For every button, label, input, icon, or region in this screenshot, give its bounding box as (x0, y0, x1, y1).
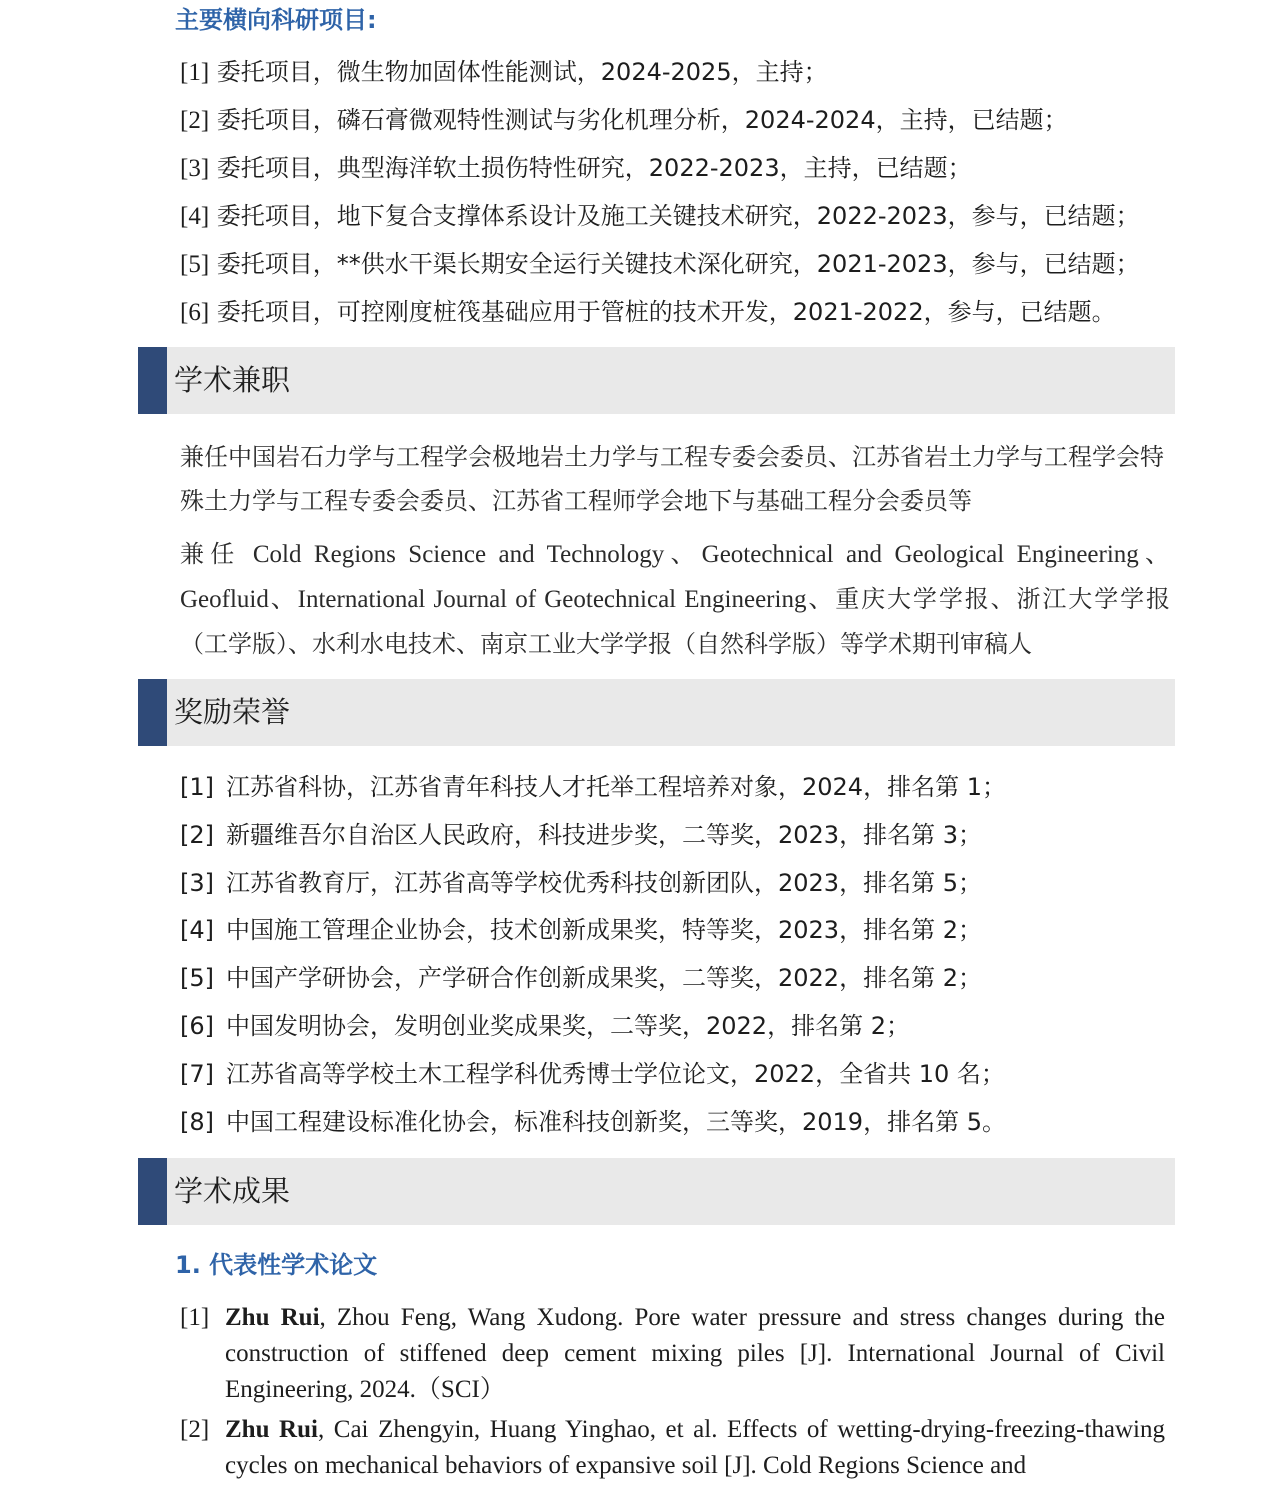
list-item (180, 1412, 1165, 1484)
citation-text: , Zhou Feng, Wang Xudong. Pore water pressure and stress changes during the construction of stiffened deep cement mixing piles [J]. International Journal of Civil Engineering, 2024.（SCI） (225, 1304, 1165, 1403)
item-number: [7] (180, 1059, 214, 1088)
section-title: 学术兼职 (174, 363, 291, 397)
item-text: 委托项目，**供水干渠长期安全运行关键技术深化研究，2021-2023，参与，已结题； (209, 250, 1140, 278)
section-accent-bar (138, 1158, 167, 1225)
list-item (180, 909, 1006, 957)
item-text: 委托项目，地下复合支撑体系设计及施工关键技术研究，2022-2023，参与，已结题； (209, 202, 1140, 230)
section-header-achievements (138, 1158, 1175, 1225)
item-number: [1] (180, 773, 214, 801)
list-item (180, 198, 1140, 246)
item-text: 委托项目，磷石膏微观特性测试与劣化机理分析，2024-2024，主持，已结题； (209, 106, 1068, 134)
item-number: [3] (180, 868, 214, 897)
item-text: 委托项目，可控刚度桩筏基础应用于管桩的技术开发，2021-2022，参与，已结题。 (209, 298, 1116, 326)
section-header-awards (138, 679, 1175, 746)
item-number: [4] (180, 203, 210, 230)
item-number: [5] (180, 251, 210, 278)
paper-list (180, 1300, 1165, 1488)
item-number: [2] (180, 1416, 210, 1443)
list-item (180, 102, 1140, 150)
item-number: [6] (180, 299, 210, 326)
section-accent-bar (138, 347, 167, 414)
list-item (180, 294, 1140, 342)
item-number: [1] (180, 1304, 210, 1331)
list-item (180, 1053, 1006, 1101)
section-header-academic-positions (138, 347, 1175, 414)
author-bold: Zhu Rui (225, 1416, 318, 1443)
item-number: [4] (180, 916, 214, 945)
citation-text: , Cai Zhengyin, Huang Yinghao, et al. Effects of wetting-drying-freezing-thawing cycles on mechanical behaviors of expansive soil [J]. Cold Regions Science and (225, 1416, 1165, 1479)
item-text: 江苏省教育厅，江苏省高等学校优秀科技创新团队，2023，排名第 5； (226, 868, 982, 897)
item-text: 委托项目，典型海洋软土损伤特性研究，2022-2023，主持，已结题； (209, 154, 972, 182)
item-number: [3] (180, 155, 210, 182)
item-text: 江苏省科协，江苏省青年科技人才托举工程培养对象，2024，排名第 1； (226, 773, 1006, 801)
reviewer-prefix: 兼任 (180, 540, 241, 568)
section-title: 学术成果 (174, 1174, 291, 1208)
list-item (180, 54, 1140, 102)
item-text: 中国产学研协会，产学研合作创新成果奖，二等奖，2022，排名第 2； (226, 964, 982, 993)
item-number: [8] (180, 1107, 214, 1136)
item-text: 中国发明协会，发明创业奖成果奖，二等奖，2022，排名第 2； (226, 1011, 910, 1040)
academic-positions-paragraph: 兼任中国岩石力学与工程学会极地岩土力学与工程专委会委员、江苏省岩土力学与工程学会特殊土力学与工程专委会委员、江苏省工程师学会地下与基础工程分会委员等 (180, 443, 1164, 515)
list-item (180, 814, 1006, 862)
item-number: [2] (180, 820, 214, 849)
list-item (180, 862, 1006, 910)
list-item (180, 150, 1140, 198)
reviewer-suffix: 重庆大学学报、浙江大学学报（工学版）、水利水电技术、南京工业大学学报（自然科学版）等学术期刊审稿人 (180, 585, 1170, 658)
list-item (180, 1300, 1165, 1408)
list-item (180, 957, 1006, 1005)
section-title: 奖励荣誉 (174, 695, 291, 729)
list-item (180, 1101, 1006, 1149)
section-accent-bar (138, 679, 167, 746)
item-number: [5] (180, 964, 214, 993)
list-item (180, 766, 1006, 814)
item-number: [6] (180, 1011, 214, 1040)
list-item (180, 1005, 1006, 1053)
reviewer-journals: Cold Regions Science and Technology、Geotechnical and Geological Engineering、Geofluid、International Journal of Geotechnical Engineering、 (180, 541, 1170, 613)
award-list (180, 766, 1006, 1148)
item-text: 中国施工管理企业协会，技术创新成果奖，特等奖，2023，排名第 2； (226, 916, 982, 945)
list-item (180, 246, 1140, 294)
item-text: 江苏省高等学校土木工程学科优秀博士学位论文，2022，全省共 10 名； (226, 1059, 1005, 1088)
horizontal-project-list (180, 54, 1140, 342)
item-text: 委托项目，微生物加固体性能测试，2024-2025，主持； (209, 58, 828, 86)
horizontal-projects-heading: 主要横向科研项目: (175, 6, 377, 34)
item-number: [2] (180, 107, 210, 134)
item-text: 中国工程建设标准化协会，标准科技创新奖，三等奖，2019，排名第 5。 (226, 1107, 1006, 1136)
item-text: 新疆维吾尔自治区人民政府，科技进步奖，二等奖，2023，排名第 3； (226, 820, 982, 849)
author-bold: Zhu Rui (225, 1304, 320, 1331)
representative-papers-heading: 1. 代表性学术论文 (175, 1251, 378, 1279)
item-number: [1] (180, 59, 210, 86)
reviewer-paragraph (180, 532, 1170, 667)
